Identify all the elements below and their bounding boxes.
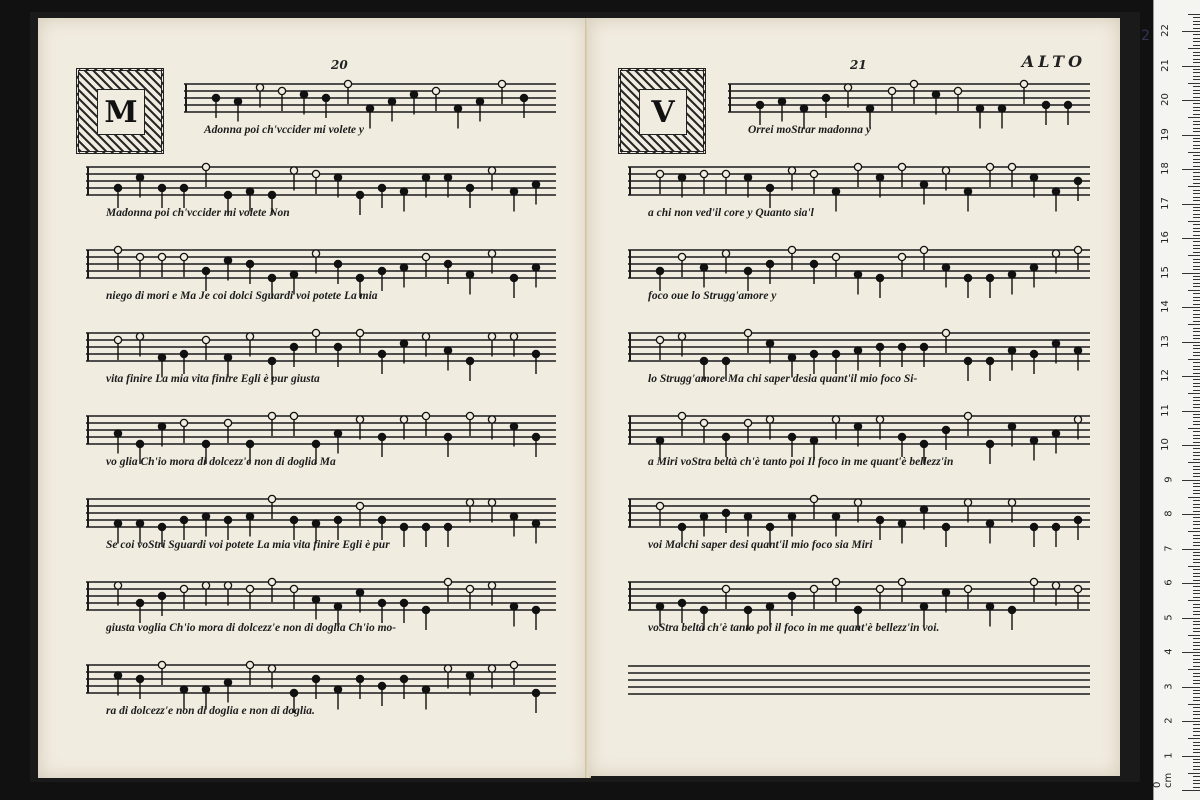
ruler-tick <box>1193 473 1200 474</box>
ruler-tick <box>1193 114 1200 115</box>
ruler-tick <box>1193 586 1200 587</box>
ruler-tick <box>1193 93 1200 94</box>
ruler-tick <box>1193 486 1200 487</box>
ruler-number: 22 <box>1160 24 1172 37</box>
ruler-tick <box>1193 735 1200 736</box>
ruler-number: 19 <box>1160 127 1172 141</box>
ruler-tick <box>1193 614 1200 615</box>
ruler-number: 17 <box>1160 196 1172 210</box>
ruler-tick <box>1193 86 1200 87</box>
ruler-tick <box>1193 200 1200 201</box>
ruler-unit-label: 0 cm <box>1152 772 1174 788</box>
ruler-tick <box>1193 431 1200 432</box>
ruler-tick <box>1193 373 1200 374</box>
ruler-tick <box>1193 314 1200 315</box>
ruler-tick <box>1193 500 1200 501</box>
voice-label: ALTO <box>1021 52 1086 71</box>
ruler-tick <box>1193 573 1200 574</box>
ruler-tick <box>1193 335 1200 336</box>
ruler-tick <box>1193 466 1200 467</box>
ruler-tick <box>1182 342 1200 343</box>
ruler-tick <box>1193 69 1200 70</box>
ruler-tick <box>1193 724 1200 725</box>
ruler-tick <box>1193 259 1200 260</box>
ruler-tick <box>1193 217 1200 218</box>
ruler-tick <box>1193 576 1200 577</box>
ruler-tick <box>1188 14 1200 15</box>
ruler-tick <box>1193 28 1200 29</box>
music-staff <box>86 329 556 361</box>
ruler-tick <box>1193 752 1200 753</box>
ruler-tick <box>1193 542 1200 543</box>
ruler-tick <box>1193 435 1200 436</box>
ruler-tick <box>1193 286 1200 287</box>
ruler-tick <box>1193 55 1200 56</box>
ruler-tick <box>1182 273 1200 274</box>
lyric-line: ra di dolcezz'e non di doglia e non di doglia. <box>106 705 315 717</box>
ruler-tick <box>1193 231 1200 232</box>
ruler-tick <box>1193 469 1200 470</box>
ruler-tick <box>1193 507 1200 508</box>
ruler-tick <box>1193 442 1200 443</box>
lyric-line: giusta voglia Ch'io mora di dolcezz'e non di doglia Ch'io mo- <box>106 622 397 634</box>
ruler-tick <box>1193 680 1200 681</box>
ruler-number: 5 <box>1163 613 1175 621</box>
open-book <box>30 12 1140 782</box>
ruler-tick <box>1193 700 1200 701</box>
ruler-tick <box>1193 266 1200 267</box>
ruler-tick <box>1193 693 1200 694</box>
ruler-number: 4 <box>1163 648 1175 655</box>
ruler-tick <box>1182 480 1200 481</box>
ruler-tick <box>1193 24 1200 25</box>
ruler-number: 2 <box>1163 717 1175 724</box>
ruler-tick <box>1182 100 1200 101</box>
lyric-line: a Miri voStra beltà ch'è tanto poi Il foco in me quant'è bellezz'in <box>648 456 954 468</box>
ruler-tick <box>1193 338 1200 339</box>
ruler-number: 9 <box>1163 475 1175 483</box>
ruler-tick <box>1193 424 1200 425</box>
ruler-tick <box>1193 417 1200 418</box>
lyric-line: voi Ma chi saper desi quant'il mio foco sia Miri <box>648 539 873 551</box>
decorated-initial-v <box>618 68 706 154</box>
ruler-number: 14 <box>1160 300 1172 313</box>
music-staff <box>628 412 1090 444</box>
ruler-tick <box>1193 79 1200 80</box>
ruler-number: 21 <box>1160 58 1172 72</box>
ruler-tick <box>1182 514 1200 515</box>
ruler-tick <box>1193 386 1200 387</box>
ruler-tick <box>1193 593 1200 594</box>
ruler-tick <box>1182 445 1200 446</box>
ruler-tick <box>1193 235 1200 236</box>
ruler-number: 3 <box>1163 682 1175 690</box>
ruler-tick <box>1193 155 1200 156</box>
ruler-tick <box>1193 690 1200 691</box>
ruler-tick <box>1193 604 1200 605</box>
ruler-tick <box>1193 172 1200 173</box>
ruler-tick <box>1188 566 1200 567</box>
ruler-tick <box>1193 304 1200 305</box>
ruler-tick <box>1193 421 1200 422</box>
ruler-tick <box>1193 317 1200 318</box>
ruler-tick <box>1188 497 1200 498</box>
ruler-tick <box>1193 749 1200 750</box>
ruler-tick <box>1188 359 1200 360</box>
measuring-ruler <box>1153 0 1200 800</box>
ruler-tick <box>1193 590 1200 591</box>
ruler-tick <box>1193 107 1200 108</box>
ruler-tick <box>1182 721 1200 722</box>
ruler-tick <box>1188 152 1200 153</box>
ruler-tick <box>1193 697 1200 698</box>
ruler-tick <box>1193 145 1200 146</box>
ruler-tick <box>1193 252 1200 253</box>
ruler-tick <box>1188 704 1200 705</box>
ruler-tick <box>1193 245 1200 246</box>
ruler-tick <box>1193 321 1200 322</box>
ruler-tick <box>1193 207 1200 208</box>
ruler-tick <box>1193 638 1200 639</box>
ruler-number: 7 <box>1163 544 1175 552</box>
lyric-line: niego di mori e Ma Je coi dolci Sguardi voi potete La mia <box>106 290 378 302</box>
ruler-tick <box>1188 462 1200 463</box>
ruler-tick <box>1193 62 1200 63</box>
ruler-tick <box>1193 759 1200 760</box>
ruler-tick <box>1193 34 1200 35</box>
lyric-line: vo glia Ch'io mora di dolcezz'e non di doglia Ma <box>106 456 336 468</box>
ruler-tick <box>1193 176 1200 177</box>
ruler-tick <box>1193 345 1200 346</box>
ruler-tick <box>1182 549 1200 550</box>
lyric-line: lo Strugg'amore Ma chi saper desia quant'il mio foco Si- <box>648 373 918 385</box>
music-staff <box>184 80 556 112</box>
ruler-tick <box>1188 600 1200 601</box>
ruler-tick <box>1193 159 1200 160</box>
ruler-tick <box>1193 90 1200 91</box>
ruler-tick <box>1193 621 1200 622</box>
ruler-tick <box>1193 780 1200 781</box>
lyric-line: vita finire La mia vita finire Egli è pur giusta <box>106 373 320 385</box>
ruler-tick <box>1193 766 1200 767</box>
ruler-tick <box>1193 676 1200 677</box>
music-staff <box>628 495 1090 527</box>
ruler-tick <box>1182 135 1200 136</box>
ruler-tick <box>1193 224 1200 225</box>
ruler-tick <box>1193 138 1200 139</box>
ruler-tick <box>1193 731 1200 732</box>
ruler-tick <box>1193 59 1200 60</box>
music-staff <box>628 163 1090 195</box>
ruler-tick <box>1193 490 1200 491</box>
ruler-tick <box>1193 438 1200 439</box>
ruler-number: 10 <box>1160 438 1172 451</box>
music-staff <box>628 578 1090 610</box>
ruler-tick <box>1193 352 1200 353</box>
lyric-line: foco oue lo Strugg'amore y <box>648 290 777 302</box>
ruler-tick <box>1193 569 1200 570</box>
ruler-tick <box>1188 531 1200 532</box>
ruler-tick <box>1193 728 1200 729</box>
ruler-tick <box>1193 714 1200 715</box>
ruler-tick <box>1193 624 1200 625</box>
ruler-tick <box>1193 504 1200 505</box>
left-page <box>38 18 588 778</box>
ruler-tick <box>1193 52 1200 53</box>
ruler-tick <box>1193 683 1200 684</box>
ruler-tick <box>1193 555 1200 556</box>
ruler-tick <box>1188 255 1200 256</box>
ruler-tick <box>1193 493 1200 494</box>
ruler-tick <box>1193 17 1200 18</box>
ruler-tick <box>1193 580 1200 581</box>
ruler-tick <box>1193 297 1200 298</box>
initial-letter: V <box>639 89 687 135</box>
ruler-tick <box>1193 331 1200 332</box>
ruler-tick <box>1193 310 1200 311</box>
ruler-tick <box>1182 652 1200 653</box>
ruler-tick <box>1193 366 1200 367</box>
ruler-tick <box>1188 669 1200 670</box>
ruler-tick <box>1188 117 1200 118</box>
music-staff <box>628 246 1090 278</box>
ruler-tick <box>1193 279 1200 280</box>
music-staff <box>728 80 1090 112</box>
ruler-tick <box>1193 538 1200 539</box>
ruler-tick <box>1193 103 1200 104</box>
ruler-tick <box>1193 597 1200 598</box>
music-staff <box>628 329 1090 361</box>
ruler-tick <box>1193 659 1200 660</box>
music-staff <box>86 246 556 278</box>
ruler-tick <box>1193 524 1200 525</box>
ruler-tick <box>1182 204 1200 205</box>
ruler-tick <box>1182 687 1200 688</box>
ruler-tick <box>1193 41 1200 42</box>
ruler-tick <box>1193 517 1200 518</box>
ruler-tick <box>1182 790 1200 791</box>
ruler-tick <box>1193 276 1200 277</box>
ruler-tick <box>1193 562 1200 563</box>
ruler-tick <box>1193 97 1200 98</box>
ruler-tick <box>1193 362 1200 363</box>
ruler-tick <box>1193 214 1200 215</box>
ruler-tick <box>1182 618 1200 619</box>
ruler-tick <box>1193 783 1200 784</box>
ruler-tick <box>1193 707 1200 708</box>
lyric-line: Orrei moStrar madonna y <box>748 124 872 136</box>
ruler-number: 18 <box>1160 162 1172 175</box>
ruler-tick <box>1193 448 1200 449</box>
ruler-tick <box>1193 228 1200 229</box>
ruler-tick <box>1193 628 1200 629</box>
empty-staff <box>628 662 1090 694</box>
music-staff <box>86 661 556 693</box>
ruler-tick <box>1193 655 1200 656</box>
ruler-tick <box>1193 193 1200 194</box>
ruler-tick <box>1193 407 1200 408</box>
ruler-tick <box>1193 76 1200 77</box>
ruler-tick <box>1188 738 1200 739</box>
ruler-tick <box>1193 248 1200 249</box>
ruler-tick <box>1193 269 1200 270</box>
page-number-right: 21 <box>850 58 867 72</box>
ruler-tick <box>1193 649 1200 650</box>
ruler-tick <box>1193 390 1200 391</box>
ruler-tick <box>1193 455 1200 456</box>
ruler-tick <box>1193 528 1200 529</box>
ruler-tick <box>1193 476 1200 477</box>
ruler-tick <box>1193 483 1200 484</box>
ruler-tick <box>1193 328 1200 329</box>
ruler-tick <box>1188 324 1200 325</box>
ruler-number: 11 <box>1160 403 1172 417</box>
ruler-tick <box>1182 376 1200 377</box>
ruler-tick <box>1188 393 1200 394</box>
ruler-tick <box>1188 428 1200 429</box>
ruler-tick <box>1193 110 1200 111</box>
ruler-tick <box>1193 673 1200 674</box>
ruler-tick <box>1193 124 1200 125</box>
ruler-tick <box>1193 355 1200 356</box>
lyric-line: Adonna poi ch'vccider mi volete y <box>204 124 365 136</box>
ruler-tick <box>1193 293 1200 294</box>
ruler-number: 15 <box>1160 265 1172 279</box>
ruler-tick <box>1182 411 1200 412</box>
ruler-tick <box>1193 787 1200 788</box>
ruler-tick <box>1193 141 1200 142</box>
ruler-tick <box>1182 756 1200 757</box>
ruler-tick <box>1182 583 1200 584</box>
ruler-tick <box>1193 38 1200 39</box>
ruler-tick <box>1193 21 1200 22</box>
ruler-tick <box>1193 128 1200 129</box>
ruler-number: 20 <box>1160 93 1172 106</box>
ruler-tick <box>1193 521 1200 522</box>
ruler-tick <box>1188 83 1200 84</box>
ruler-tick <box>1193 718 1200 719</box>
ruler-tick <box>1193 183 1200 184</box>
ruler-tick <box>1193 210 1200 211</box>
ruler-tick <box>1193 776 1200 777</box>
ruler-tick <box>1193 762 1200 763</box>
ruler-tick <box>1193 383 1200 384</box>
ruler-tick <box>1188 773 1200 774</box>
music-staff <box>86 495 556 527</box>
ruler-tick <box>1193 631 1200 632</box>
right-page <box>588 18 1120 776</box>
ruler-tick <box>1193 262 1200 263</box>
ruler-tick <box>1193 511 1200 512</box>
lyric-line: voStra beltà ch'è tanto poi il foco in me quant'è bellezz'in voi. <box>648 622 940 634</box>
ruler-tick <box>1182 238 1200 239</box>
ruler-tick <box>1193 348 1200 349</box>
ruler-tick <box>1188 186 1200 187</box>
music-staff <box>86 163 556 195</box>
ruler-tick <box>1193 459 1200 460</box>
ruler-tick <box>1193 662 1200 663</box>
ruler-tick <box>1182 66 1200 67</box>
lyric-line: a chi non ved'il core y Quanto sia'l <box>648 207 814 219</box>
ruler-number: 8 <box>1163 510 1175 517</box>
ruler-tick <box>1193 552 1200 553</box>
ruler-number: 1 <box>1163 751 1175 759</box>
ruler-tick <box>1193 642 1200 643</box>
ruler-tick <box>1182 307 1200 308</box>
ruler-tick <box>1193 711 1200 712</box>
ruler-tick <box>1193 535 1200 536</box>
corner-mark: 2 <box>1141 28 1150 44</box>
lyric-line: Madonna poi ch'vccider mi volete Non <box>106 207 290 219</box>
ruler-tick <box>1188 221 1200 222</box>
ruler-number: 16 <box>1160 231 1172 244</box>
ruler-tick <box>1193 414 1200 415</box>
ruler-tick <box>1193 607 1200 608</box>
ruler-tick <box>1193 131 1200 132</box>
ruler-number: 6 <box>1163 579 1175 586</box>
ruler-tick <box>1193 611 1200 612</box>
initial-letter: M <box>97 89 145 135</box>
ruler-tick <box>1193 283 1200 284</box>
ruler-tick <box>1193 745 1200 746</box>
ruler-tick <box>1193 769 1200 770</box>
ruler-number: 12 <box>1160 369 1172 382</box>
ruler-tick <box>1193 300 1200 301</box>
ruler-tick <box>1193 404 1200 405</box>
page-number-left: 20 <box>331 58 348 72</box>
ruler-tick <box>1193 666 1200 667</box>
music-staff <box>86 578 556 610</box>
ruler-tick <box>1193 72 1200 73</box>
ruler-tick <box>1193 452 1200 453</box>
ruler-tick <box>1193 559 1200 560</box>
ruler-tick <box>1193 742 1200 743</box>
lyric-line: Se coi voStri Sguardi voi potete La mia vita finire Egli è pur <box>106 539 390 551</box>
music-staff <box>86 412 556 444</box>
ruler-tick <box>1193 190 1200 191</box>
ruler-tick <box>1193 162 1200 163</box>
ruler-tick <box>1193 369 1200 370</box>
ruler-tick <box>1193 379 1200 380</box>
ruler-tick <box>1188 290 1200 291</box>
ruler-tick <box>1193 400 1200 401</box>
ruler-tick <box>1188 48 1200 49</box>
ruler-tick <box>1188 635 1200 636</box>
ruler-tick <box>1193 397 1200 398</box>
ruler-tick <box>1193 545 1200 546</box>
ruler-tick <box>1182 169 1200 170</box>
ruler-number: 13 <box>1160 334 1172 348</box>
ruler-tick <box>1193 148 1200 149</box>
ruler-tick <box>1193 645 1200 646</box>
ruler-tick <box>1182 31 1200 32</box>
decorated-initial-m <box>76 68 164 154</box>
ruler-tick <box>1193 241 1200 242</box>
ruler-tick <box>1193 166 1200 167</box>
ruler-tick <box>1193 197 1200 198</box>
ruler-tick <box>1193 179 1200 180</box>
ruler-tick <box>1193 121 1200 122</box>
ruler-tick <box>1193 45 1200 46</box>
